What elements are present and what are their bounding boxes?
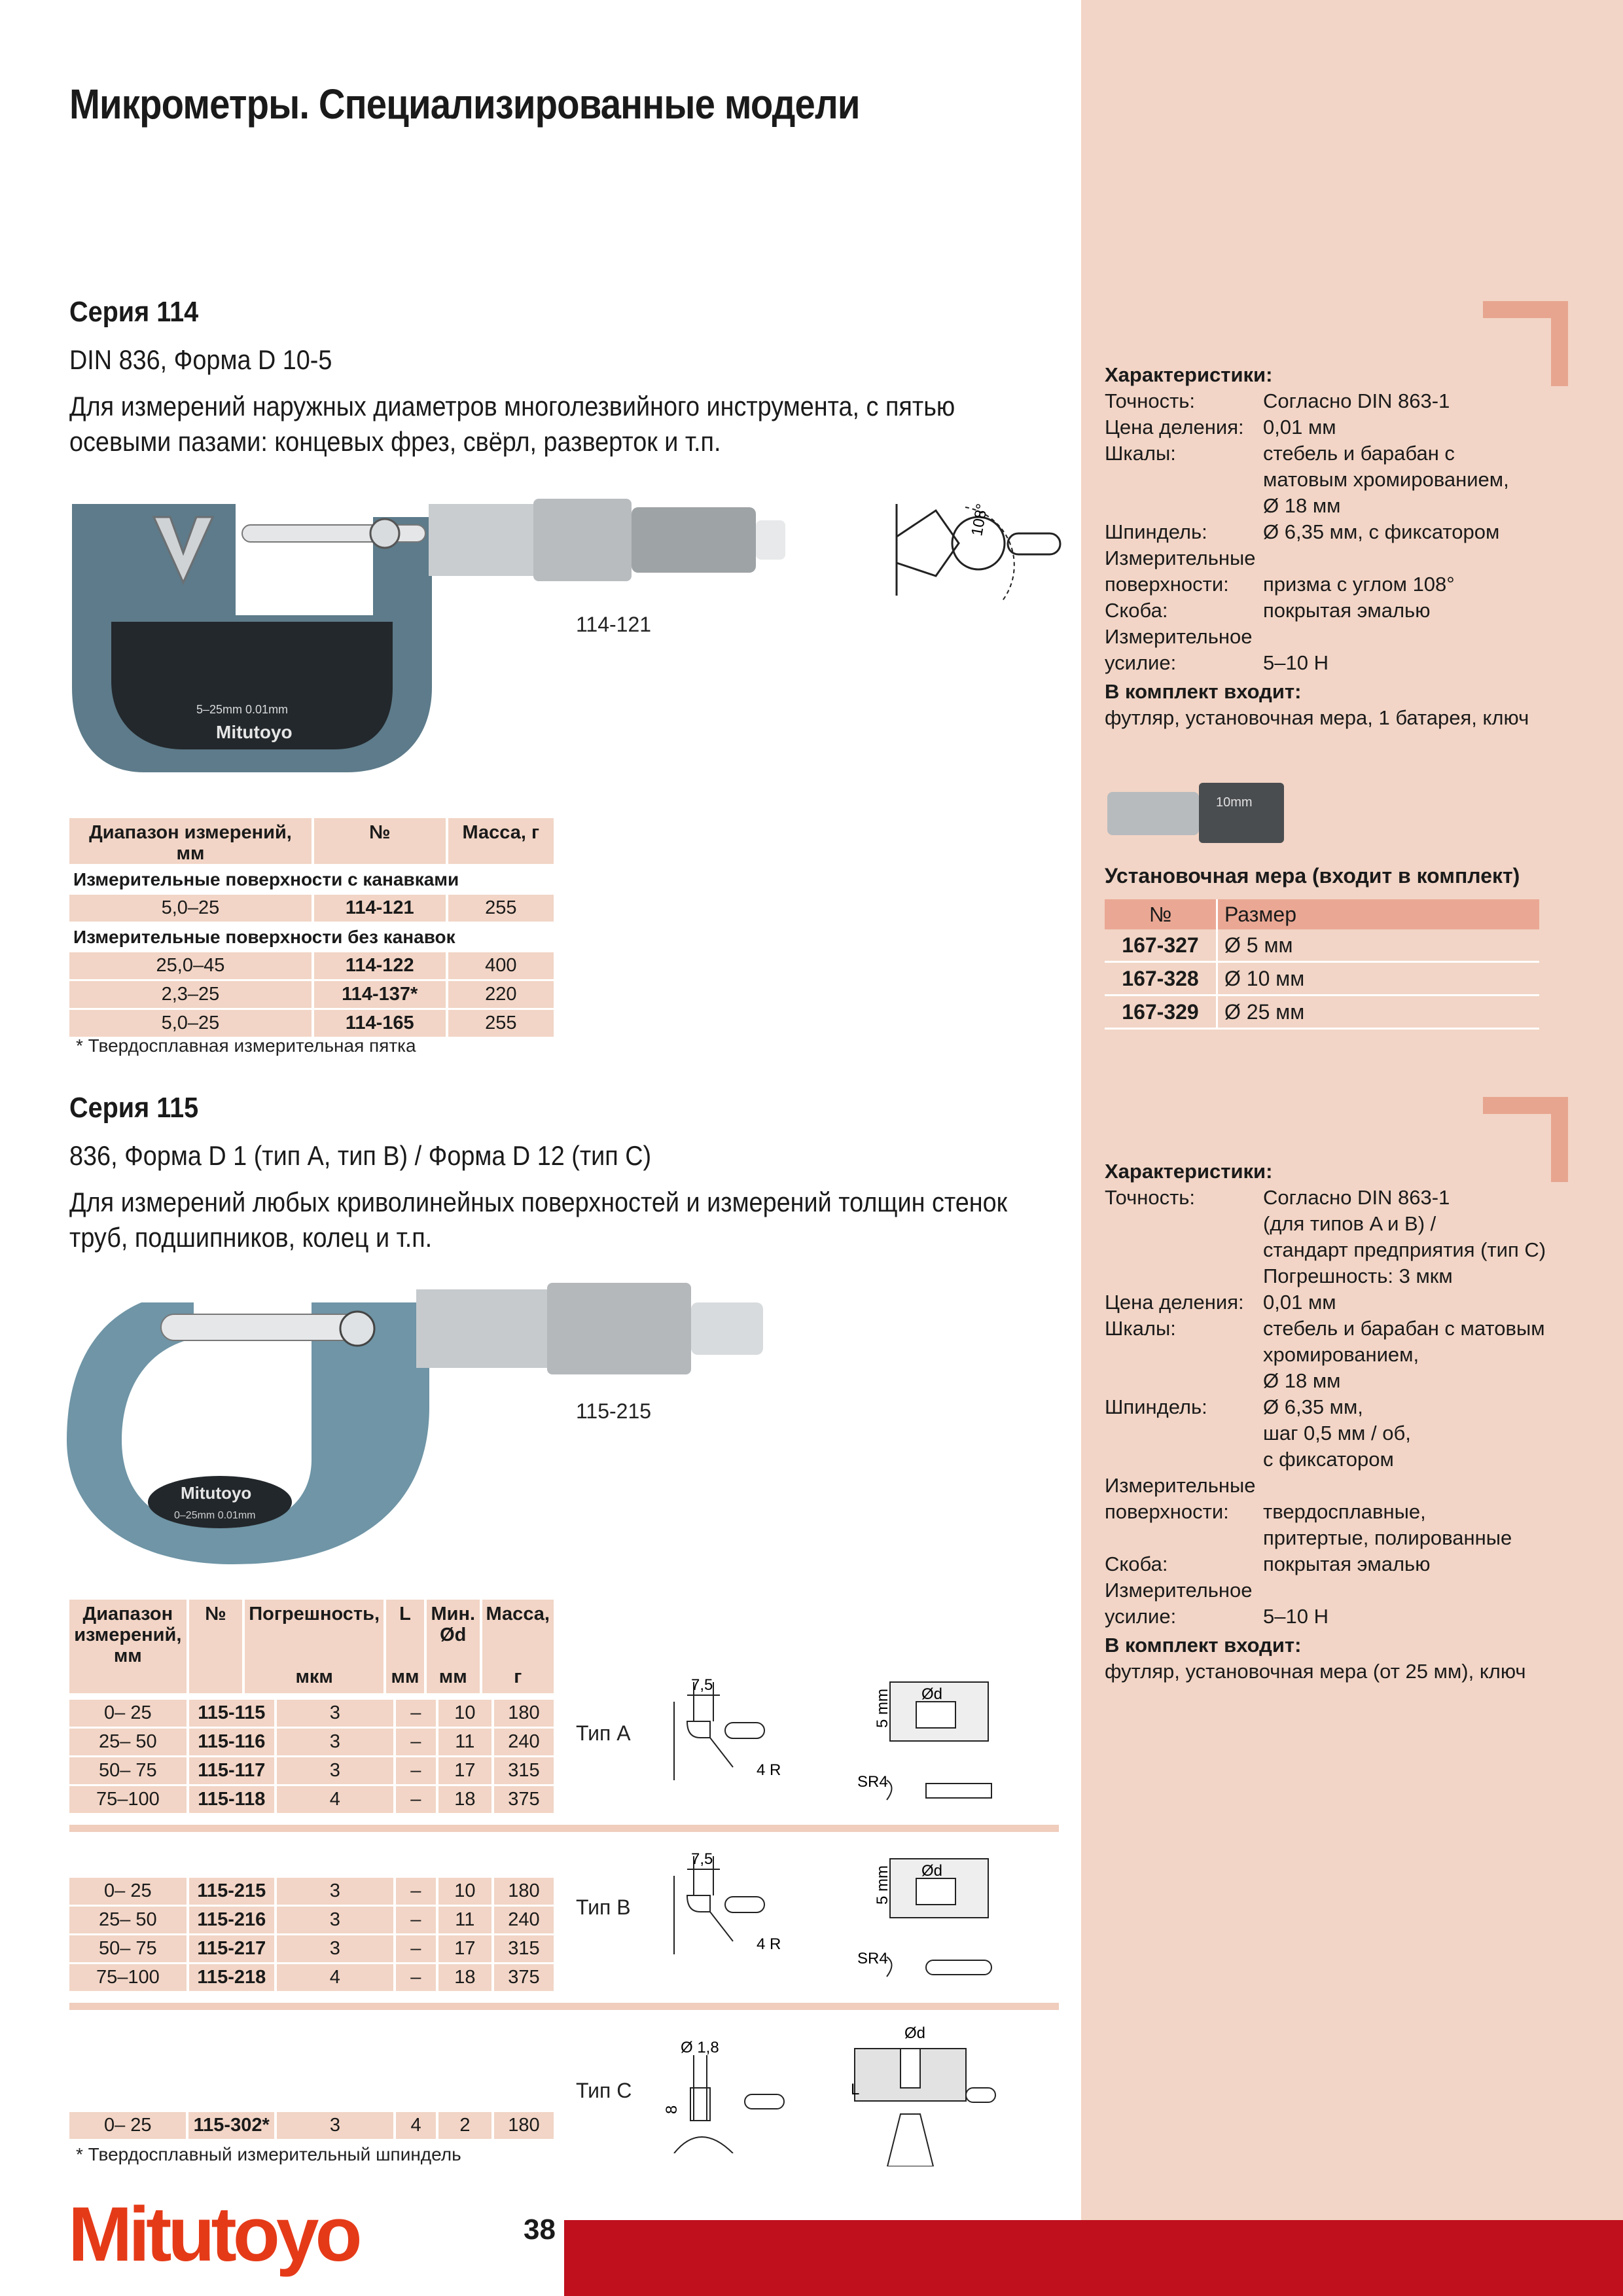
table-row: 167-328 Ø 10 мм <box>1105 962 1539 996</box>
kit-contents: футляр, установочная мера (от 25 мм), ключ <box>1105 1660 1526 1683</box>
specs-heading: Характеристики: <box>1105 363 1273 386</box>
svg-text:Ø 1,8: Ø 1,8 <box>681 2039 719 2056</box>
series-114-image-caption: 114-121 <box>576 613 652 636</box>
table-group-label: Измерительные поверхности с канавками <box>69 864 554 893</box>
table-row: 5,0–25 114-165 255 <box>69 1008 554 1037</box>
section-divider <box>69 1825 1059 1832</box>
table-row: 0– 25 115-115 3 – 10 180 <box>69 1698 554 1727</box>
table-row: 75–100 115-218 4 – 18 375 <box>69 1962 554 1991</box>
gauge-label: 10mm <box>1216 795 1253 810</box>
type-a-spindle-diagram <box>648 1676 818 1793</box>
series-115-type-c-rows <box>69 2110 554 2139</box>
series-115-table-header: Диапазон измерений, мм № Погрешность, L Мин. Ød Масса, мкм мм мм г <box>69 1600 554 1693</box>
type-c-usage-diagram <box>848 2022 999 2166</box>
table-row: 5,0–25 114-121 255 <box>69 893 554 922</box>
type-b-label: Тип B <box>576 1895 631 1919</box>
series-114-footnote: * Твердосплавная измерительная пятка <box>76 1035 416 1056</box>
svg-text:7,5: 7,5 <box>691 1850 713 1868</box>
svg-text:SR4: SR4 <box>857 1773 888 1791</box>
svg-text:Ød: Ød <box>904 2024 926 2042</box>
micrometer-marking: 5–25mm 0.01mm <box>196 703 289 716</box>
type-a-label: Тип A <box>576 1721 631 1745</box>
series-115-type-b-rows <box>69 1876 554 1991</box>
series-115-image-caption: 115-215 <box>576 1399 652 1423</box>
table-row: 0– 25 115-215 3 – 10 180 <box>69 1876 554 1905</box>
page-number: 38 <box>524 2214 556 2246</box>
type-b-usage-diagram <box>851 1852 1001 1983</box>
type-c-spindle-diagram <box>648 2029 818 2153</box>
type-b-spindle-diagram <box>648 1850 818 1967</box>
setting-gauge-image <box>1105 780 1288 846</box>
svg-text:8: 8 <box>663 2105 681 2114</box>
series-115-description: Для измерений любых криволинейных поверхностей и измерений толщин стенок труб, подшипников, колец и т.п. <box>69 1187 1008 1253</box>
series-114-table <box>69 818 554 1037</box>
svg-text:Ød: Ød <box>921 1862 943 1880</box>
svg-text:Ød: Ød <box>921 1685 943 1703</box>
table-row: 25,0–45 114-122 400 <box>69 950 554 979</box>
micrometer-114-image <box>65 491 785 785</box>
kit-heading: В комплект входит: <box>1105 680 1302 703</box>
table-row: 25– 50 115-216 3 – 11 240 <box>69 1905 554 1933</box>
type-a-usage-diagram <box>851 1676 1001 1806</box>
series-114-standard: DIN 836, Форма D 10-5 <box>69 344 332 375</box>
table-row: 0– 25 115-302* 3 4 2 180 <box>69 2110 554 2139</box>
col-range: Диапазон измерений, мм <box>69 818 314 864</box>
series-115-type-a-rows <box>69 1698 554 1813</box>
type-c-label: Тип C <box>576 2079 632 2102</box>
table-row: 50– 75 115-217 3 – 17 315 <box>69 1933 554 1962</box>
svg-text:4 R: 4 R <box>757 1935 781 1953</box>
specs-heading: Характеристики: <box>1105 1160 1273 1183</box>
table-row: 25– 50 115-116 3 – 11 240 <box>69 1727 554 1755</box>
svg-text:L: L <box>851 2081 860 2098</box>
section-divider <box>69 2003 1059 2010</box>
setting-gauge-table: № Размер 167-327 Ø 5 мм 167-328 Ø 10 мм 167-329 Ø 25 мм <box>1105 899 1539 1030</box>
angle-label: 108° <box>968 502 991 538</box>
page-title: Микрометры. Специализированные модели <box>69 81 860 128</box>
kit-heading: В комплект входит: <box>1105 1634 1302 1657</box>
footer-bar <box>564 2220 1623 2296</box>
table-group-label: Измерительные поверхности без канавок <box>69 922 554 950</box>
col-number: № <box>314 818 448 864</box>
col-mass: Масса, г <box>448 818 554 864</box>
series-115-footnote: * Твердосплавный измерительный шпиндель <box>76 2144 461 2164</box>
table-row: 167-327 Ø 5 мм <box>1105 929 1539 962</box>
svg-text:SR4: SR4 <box>857 1950 888 1967</box>
micrometer-logo: Mitutoyo <box>216 722 293 742</box>
svg-text:7,5: 7,5 <box>691 1676 713 1694</box>
svg-text:4 R: 4 R <box>757 1761 781 1779</box>
series-114-heading: Серия 114 <box>69 296 199 328</box>
setting-gauge-heading: Установочная мера (входит в комплект) <box>1105 864 1520 888</box>
micrometer-logo: Mitutoyo <box>181 1483 252 1503</box>
svg-text:5 mm: 5 mm <box>874 1865 891 1905</box>
prism-angle-diagram <box>890 471 1067 628</box>
series-114-description: Для измерений наружных диаметров многолезвийного инструмента, с пятью осевыми пазами: концевых фрез, свёрл, разверток и т.п. <box>69 391 955 457</box>
series-114-specs: Характеристики: Точность: Согласно DIN 863-1 Цена деления: 0,01 мм Шкалы: стебель и барабан с матовым хромированием, Ø 18 мм Шпиндель: Ø 6,35 мм, с фиксатором Измерительные поверхности: призма с углом 108° Скоба: покрытая эмалью Измерительное усилие: 5–10 Н В комплект входит: футляр, установочная мера, 1 батарея, ключ <box>1105 362 1602 731</box>
table-row: 50– 75 115-117 3 – 17 315 <box>69 1755 554 1784</box>
kit-contents: футляр, установочная мера, 1 батарея, ключ <box>1105 706 1529 729</box>
svg-text:5 mm: 5 mm <box>874 1689 891 1728</box>
series-115-specs: Характеристики: Точность: Согласно DIN 863-1 (для типов A и B) / стандарт предприятия (тип С) Погрешность: 3 мкм Цена деления: 0,01 мм Шкалы: стебель и барабан с матовым хромированием, Ø 18 мм Шпиндель: Ø 6,35 мм, шаг 0,5 мм / об, с фиксатором Измерительные поверхности: твердосплавные, притертые, полированные Скоба: покрытая эмалью Измерительное усилие: 5–10 Н В комплект входит: футляр, установочная мера (от 25 мм), ключ <box>1105 1158 1602 1685</box>
micrometer-marking: 0–25mm 0.01mm <box>174 1510 256 1521</box>
series-115-standard: 836, Форма D 1 (тип A, тип B) / Форма D 12 (тип C) <box>69 1140 652 1171</box>
micrometer-115-image <box>63 1276 783 1577</box>
table-row: 167-329 Ø 25 мм <box>1105 996 1539 1029</box>
table-row: 75–100 115-118 4 – 18 375 <box>69 1784 554 1813</box>
series-115-heading: Серия 115 <box>69 1092 199 1124</box>
table-row: 2,3–25 114-137* 220 <box>69 979 554 1008</box>
brand-logo: Mitutoyo <box>68 2191 359 2278</box>
